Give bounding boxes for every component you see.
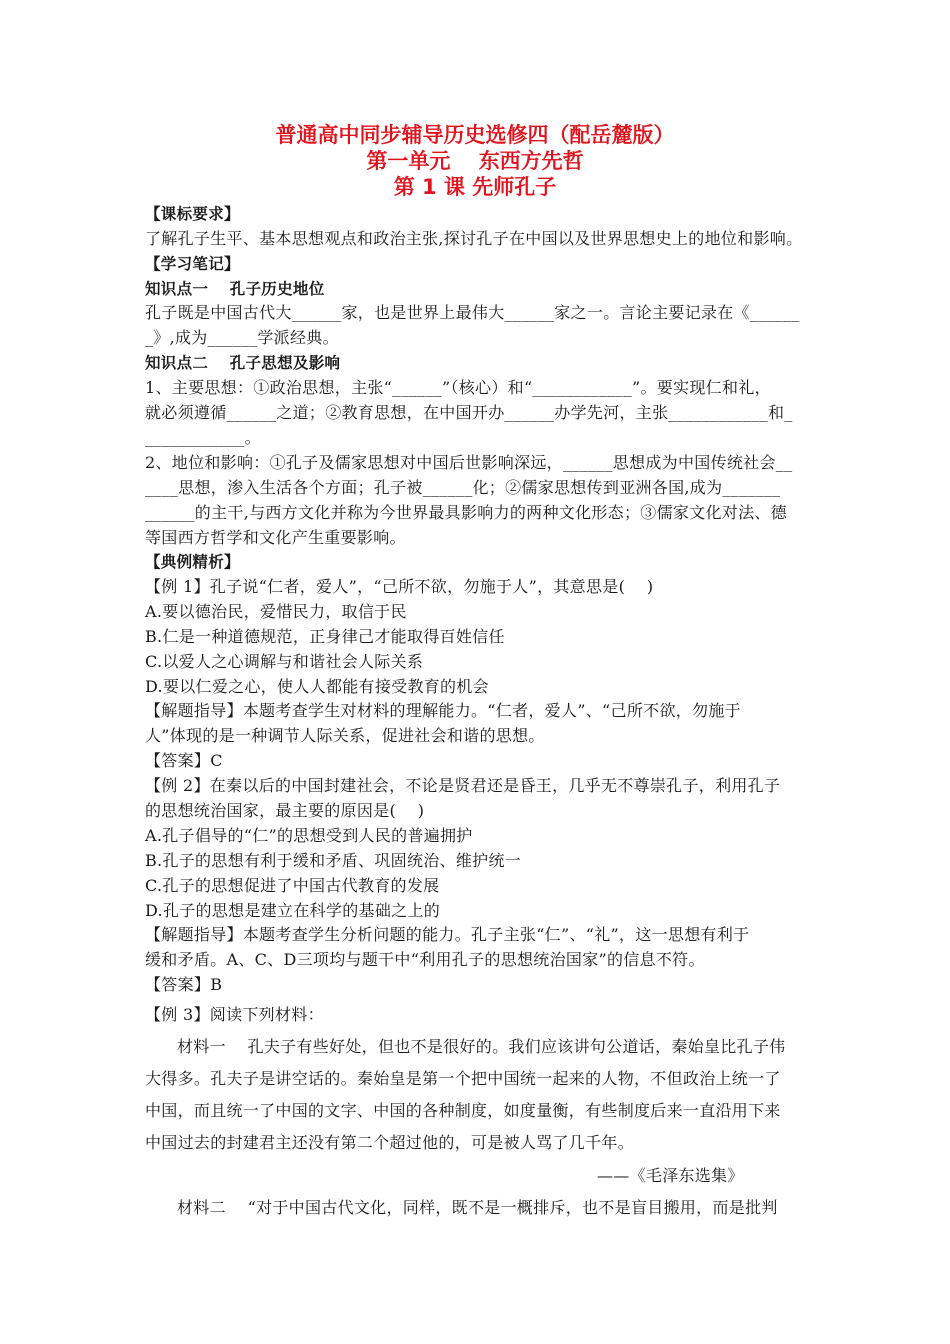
- material-one: 大得多。孔夫子是讲空话的。秦始皇是第一个把中国统一起来的人物，不但政治上统一了: [145, 1069, 781, 1088]
- knowledge-point-2-heading: 知识点二 孔子思想及影响: [145, 354, 341, 372]
- solution-guide: 【解题指导】本题考查学生分析问题的能力。孔子主张“仁”、“礼”，这一思想有利于: [145, 925, 750, 944]
- example-2-question: 的思想统治国家，最主要的原因是( ): [145, 801, 425, 820]
- source-citation: ——《毛泽东选集》: [597, 1166, 744, 1185]
- answer: 【答案】C: [145, 751, 223, 770]
- material-two: 材料二 “对于中国古代文化，同样，既不是一概排斥，也不是盲目搬用，而是批判: [177, 1198, 778, 1217]
- solution-guide: 【解题指导】本题考查学生对材料的理解能力。“仁者，爱人”、“己所不欲，勿施于: [145, 701, 741, 720]
- text-line: 1、主要思想：①政治思想，主张“______”（核心）和“____________”。要实现仁和礼，: [145, 378, 771, 397]
- main-title: 普通高中同步辅导历史选修四（配岳麓版）: [275, 123, 675, 147]
- material-one: 材料一 孔夫子有些好处，但也不是很好的。我们应该讲句公道话，秦始皇比孔子伟: [177, 1037, 786, 1056]
- option-a: A.要以德治民，爱惜民力，取信于民: [145, 602, 407, 621]
- option-b: B.孔子的思想有利于缓和矛盾、巩固统治、维护统一: [145, 851, 522, 870]
- text-line: ______的主干,与西方文化并称为今世界最具影响力的两种文化形态；③儒家文化对法、德: [145, 503, 787, 522]
- knowledge-point-1-heading: 知识点一 孔子历史地位: [145, 280, 325, 298]
- section-heading-examples: 【典例精析】: [145, 553, 240, 571]
- solution-guide: 人”体现的是一种调节人际关系，促进社会和谐的思想。: [145, 726, 545, 745]
- material-one: 中国过去的封建君主还没有第二个超过他的，可是被人骂了几千年。: [145, 1133, 635, 1152]
- text-line: 了解孔子生平、基本思想观点和政治主张,探讨孔子在中国以及世界思想史上的地位和影响。: [145, 229, 803, 248]
- text-line: ____思想，渗入生活各个方面；孔子被______化；②儒家思想传到亚洲各国,成为_______: [145, 478, 781, 497]
- text-line: 就必须遵循______之道；②教育思想，在中国开办______办学先河，主张____________和_: [145, 403, 793, 422]
- option-a: A.孔子倡导的“仁”的思想受到人民的普遍拥护: [145, 826, 473, 845]
- section-heading-notes: 【学习笔记】: [145, 255, 240, 273]
- unit-title: 第一单元 东西方先哲: [366, 149, 584, 173]
- text-line: 2、地位和影响：①孔子及儒家思想对中国后世影响深远，______思想成为中国传统社会__: [145, 453, 793, 472]
- text-line: 孔子既是中国古代大______家，也是世界上最伟大______家之一。言论主要记录在《______: [145, 303, 800, 322]
- option-d: D.要以仁爱之心，使人人都能有接受教育的机会: [145, 677, 489, 696]
- section-heading-curriculum: 【课标要求】: [145, 205, 240, 223]
- option-b: B.仁是一种道德规范，正身律己才能取得百姓信任: [145, 627, 505, 646]
- option-c: C.孔子的思想促进了中国古代教育的发展: [145, 876, 440, 895]
- text-line: _》,成为______学派经典。: [145, 328, 339, 347]
- answer: 【答案】B: [145, 975, 223, 994]
- example-2-question: 【例 2】在秦以后的中国封建社会，不论是贤君还是昏王，几乎无不尊崇孔子，利用孔子: [145, 776, 781, 795]
- example-1-question: 【例 1】孔子说“仁者，爱人”，“己所不欲，勿施于人”，其意思是( ): [145, 577, 654, 596]
- option-c: C.以爱人之心调解与和谐社会人际关系: [145, 652, 424, 671]
- text-line: ____________。: [145, 428, 261, 447]
- lesson-title: 第 1 课 先师孔子: [393, 175, 557, 199]
- solution-guide: 缓和矛盾。A、C、D三项均与题干中“利用孔子的思想统治国家”的信息不符。: [145, 950, 705, 969]
- option-d: D.孔子的思想是建立在科学的基础之上的: [145, 901, 441, 920]
- example-3-question: 【例 3】阅读下列材料：: [145, 1005, 324, 1024]
- material-one: 中国，而且统一了中国的文字、中国的各种制度，如度量衡，有些制度后来一直沿用下来: [145, 1101, 781, 1120]
- text-line: 等国西方哲学和文化产生重要影响。: [145, 528, 406, 547]
